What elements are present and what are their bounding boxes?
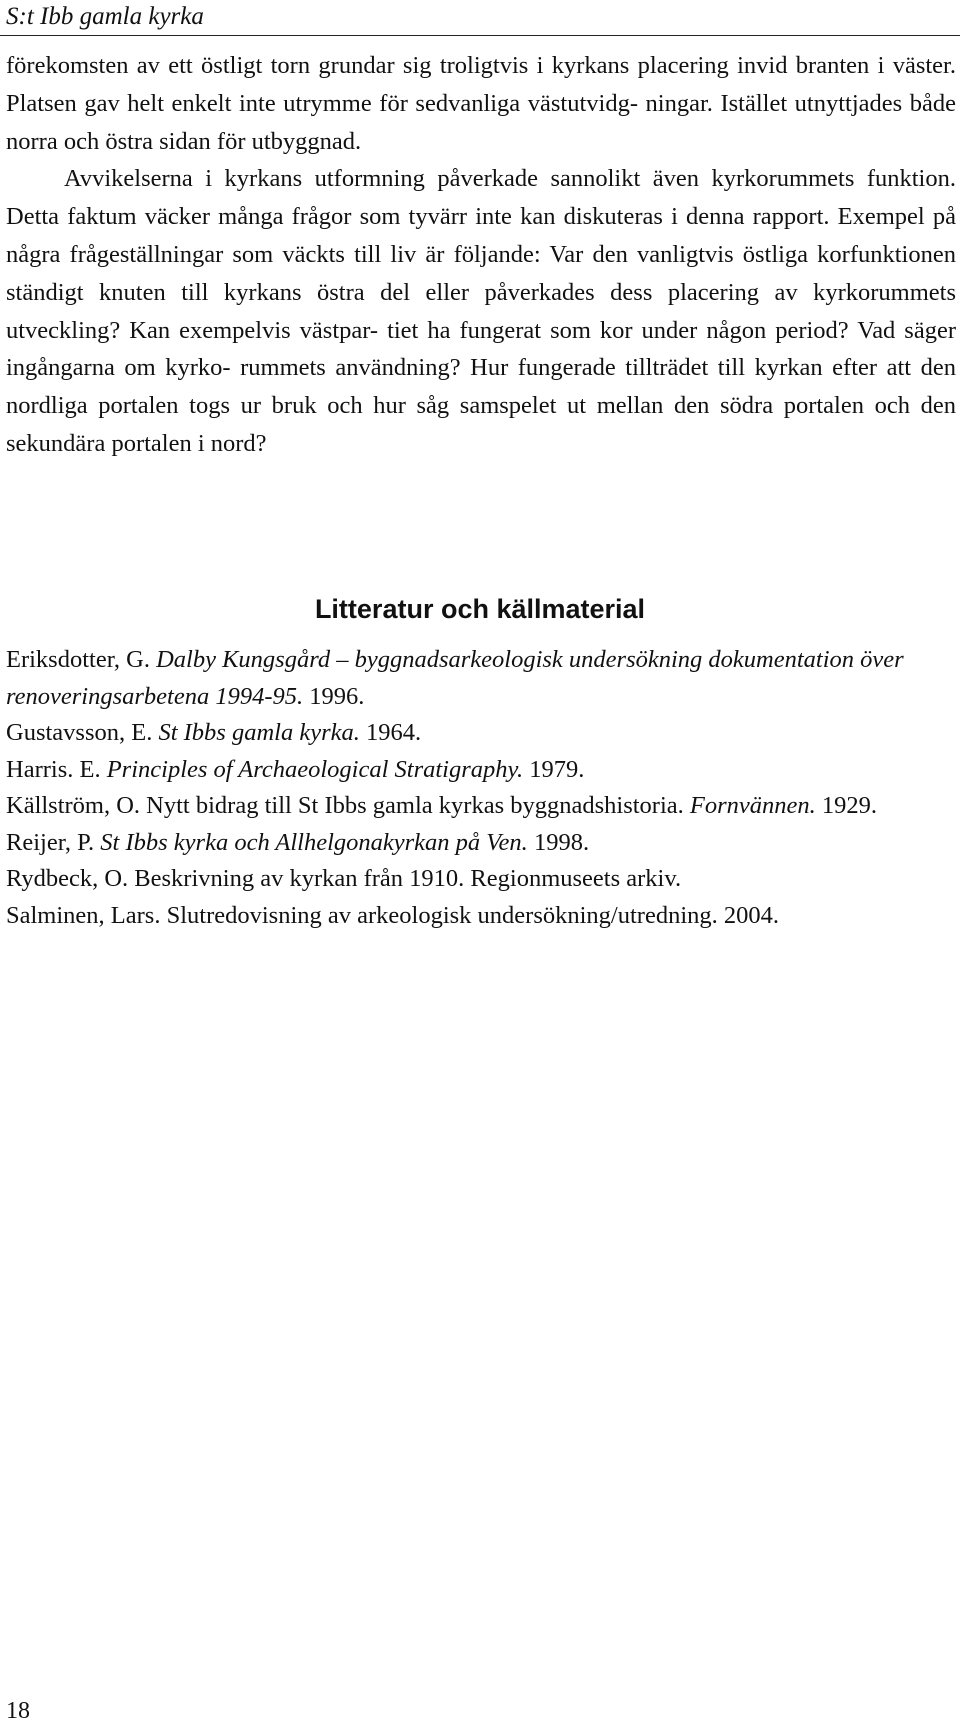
reference-item [6,788,956,825]
reference-year: 1964. [359,719,422,746]
reference-item [6,642,956,715]
reference-year: 1996. [303,682,365,710]
body-text [6,47,956,463]
reference-year: 1979. [523,755,585,783]
reference-year: 1998. [527,828,590,856]
reference-title: St Ibbs gamla kyrka. [158,719,360,746]
reference-title: Dalby Kungsgård – byggnadsarkeologisk undersökning dokumentation över renoveringsarbetena 1994-95. [6,646,904,710]
reference-item [6,715,956,752]
reference-author: Källström, O. Nytt bidrag till St Ibbs gamla kyrkas byggnadshistoria. [6,792,690,819]
reference-title: St Ibbs kyrka och Allhelgonakyrkan på Ven. [100,828,528,856]
paragraph-1: förekomsten av ett östligt torn grundar sig troligtvis i kyrkans placering invid branten i väster. Platsen gav helt enkelt inte utrymme för sedvanliga västutvidg- ningar. Istället utnyttjades både norra och östra sidan för utbyggnad. [6,52,956,155]
reference-text: Rydbeck, O. Beskrivning av kyrkan från 1910. Regionmuseets arkiv. [6,865,682,892]
running-header: S:t Ibb gamla kyrka [6,3,204,30]
header-divider [0,35,960,36]
reference-item [6,861,956,898]
reference-author: Eriksdotter, G. [6,646,157,673]
reference-title: Principles of Archaeological Stratigraphy. [106,755,524,783]
reference-author: Harris. E. [6,755,107,783]
reference-year: 1929. [815,792,878,819]
reference-item [6,825,956,862]
reference-item [6,898,956,935]
reference-text: Salminen, Lars. Slutredovisning av arkeologisk undersökning/utredning. 2004. [6,901,780,929]
reference-author: Reijer, P. [6,828,101,856]
reference-list [6,642,956,934]
reference-item [6,752,956,789]
paragraph-2: Avvikelserna i kyrkans utformning påverkade sannolikt även kyrkorummets funktion. Detta faktum väcker många frågor som tyvärr inte kan diskuteras i denna rapport. Exempel på några frågeställningar som väckts till liv är följande: Var den vanligtvis östliga korfunktionen ständigt knuten till kyrkans östra del eller påverkades dess placering av kyrkorummets utveckling? Kan exempelvis västpar- tiet ha fungerat som kor under någon period? Vad säger ingångarna om kyrko- rummets användning? Hur fungerade tillträdet till kyrkan efter att den nordliga portalen togs ur bruk och hur såg samspelet ut mellan den södra portalen och den sekundära portalen i nord? [6,165,956,457]
reference-author: Gustavsson, E. [6,719,159,746]
page-number: 18 [6,1698,30,1724]
section-heading-literature: Litteratur och källmaterial [314,594,646,624]
reference-title: Fornvännen. [689,792,816,819]
